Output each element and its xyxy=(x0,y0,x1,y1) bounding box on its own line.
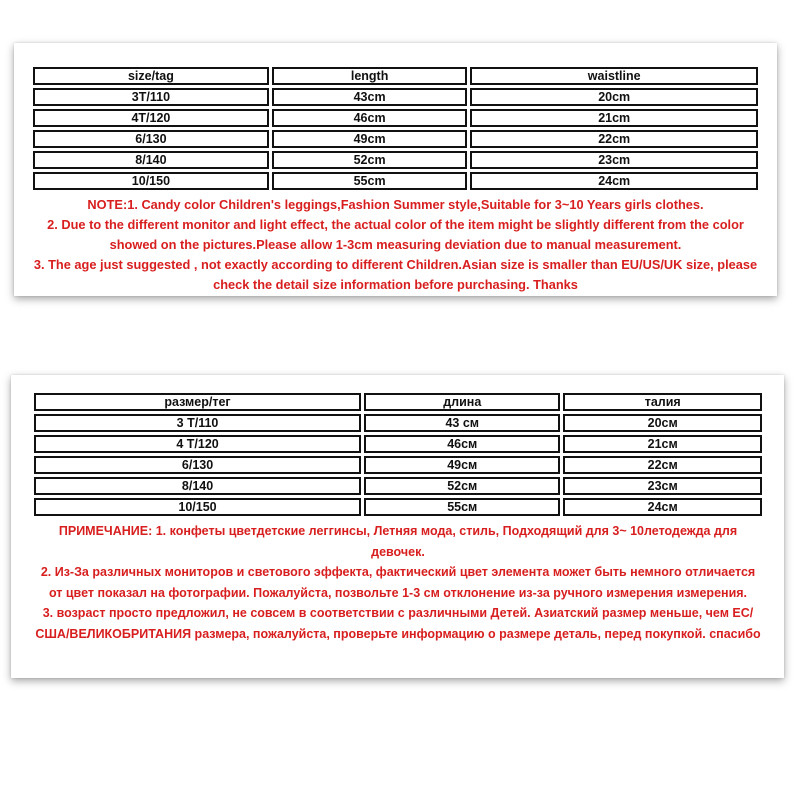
size-table-russian xyxy=(31,390,765,519)
cell-length: 46cm xyxy=(272,109,468,127)
cell-size: 3T/110 xyxy=(33,88,269,106)
header-waistline: waistline xyxy=(470,67,758,85)
cell-waistline: 22cm xyxy=(470,130,758,148)
note-2: 2. Из-За различных мониторов и светового эффекта, фактический цвет элемента может быть немного отличается от цвет показал на фотографии. Пожалуйста, позвольте 1-3 см отклонение из-за ручного измерения измерения. xyxy=(40,565,756,600)
table-row xyxy=(34,498,762,516)
header-size-tag: size/tag xyxy=(33,67,269,85)
table-row xyxy=(33,172,758,190)
size-chart-card-english xyxy=(14,43,777,296)
cell-length: 52см xyxy=(364,477,560,495)
header-length: length xyxy=(272,67,468,85)
cell-length: 43cm xyxy=(272,88,468,106)
cell-waistline: 24см xyxy=(563,498,762,516)
cell-length: 55cm xyxy=(272,172,468,190)
cell-length: 49см xyxy=(364,456,560,474)
size-table-english xyxy=(30,64,761,193)
cell-waistline: 21cm xyxy=(470,109,758,127)
table-row xyxy=(34,435,762,453)
header-waistline: талия xyxy=(563,393,762,411)
note-2: 2. Due to the different monitor and light effect, the actual color of the item might be slightly different from the color showed on the pictures.Please allow 1-3cm measuring deviation due to manual measurement. xyxy=(47,217,744,252)
table-row xyxy=(34,456,762,474)
cell-size: 10/150 xyxy=(34,498,361,516)
cell-size: 3 T/110 xyxy=(34,414,361,432)
cell-waistline: 21см xyxy=(563,435,762,453)
cell-waistline: 23см xyxy=(563,477,762,495)
cell-waistline: 23cm xyxy=(470,151,758,169)
cell-size: 8/140 xyxy=(33,151,269,169)
table-header-row xyxy=(33,67,758,85)
cell-waistline: 20cm xyxy=(470,88,758,106)
cell-size: 10/150 xyxy=(33,172,269,190)
table-header-row xyxy=(34,393,762,411)
note-1: ПРИМЕЧАНИЕ: 1. конфеты цветдетские леггинсы, Летняя мода, стиль, Подходящий для 3~ 10летодежда для девочек. xyxy=(58,524,738,559)
cell-size: 6/130 xyxy=(33,130,269,148)
cell-size: 4 T/120 xyxy=(34,435,361,453)
cell-length: 55см xyxy=(364,498,560,516)
cell-size: 4T/120 xyxy=(33,109,269,127)
header-size-tag: размер/тег xyxy=(34,393,361,411)
note-3: 3. The age just suggested , not exactly according to different Children.Asian size is smaller than EU/US/UK size, please check the detail size information before purchasing. Thanks xyxy=(33,257,758,292)
cell-waistline: 24cm xyxy=(470,172,758,190)
cell-length: 49cm xyxy=(272,130,468,148)
cell-waistline: 22см xyxy=(563,456,762,474)
table-row xyxy=(33,88,758,106)
cell-length: 43 см xyxy=(364,414,560,432)
note-3: 3. возраст просто предложил, не совсем в соответствии с различными Детей. Азиатский размер меньше, чем ЕС/США/ВЕЛИКОБРИТАНИЯ размера, пожалуйста, проверьте информацию о размере деталь, перед покупкой. спасибо xyxy=(35,606,761,641)
size-chart-card-russian xyxy=(11,375,784,678)
header-length: длина xyxy=(364,393,560,411)
table-row xyxy=(34,477,762,495)
table-row xyxy=(33,151,758,169)
notes-english xyxy=(33,195,758,295)
cell-length: 46см xyxy=(364,435,560,453)
table-row xyxy=(33,130,758,148)
table-row xyxy=(33,109,758,127)
notes-russian xyxy=(34,521,762,644)
cell-length: 52cm xyxy=(272,151,468,169)
cell-size: 6/130 xyxy=(34,456,361,474)
cell-waistline: 20см xyxy=(563,414,762,432)
cell-size: 8/140 xyxy=(34,477,361,495)
table-row xyxy=(34,414,762,432)
note-1: NOTE:1. Candy color Children's leggings,Fashion Summer style,Suitable for 3~10 Years girls clothes. xyxy=(87,197,704,212)
